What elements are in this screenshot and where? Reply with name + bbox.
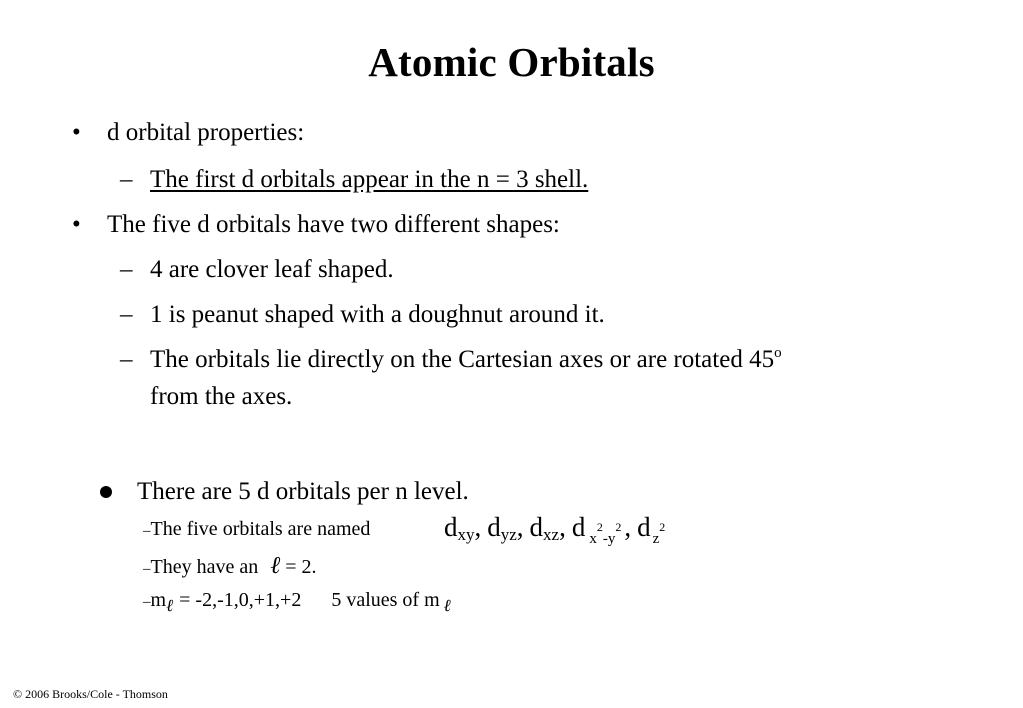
d-symbol: d [529, 512, 544, 542]
axes-text: The orbitals lie directly on the Cartesian axes or are rotated 45 [150, 346, 775, 373]
ell-subscript: ℓ [443, 596, 451, 615]
sub-clover-leaf: 4 are clover leaf shaped. [150, 256, 394, 283]
degree-superscript: o [774, 345, 782, 361]
exponent-2: 2 [615, 520, 622, 534]
exponent-2: 2 [596, 520, 603, 534]
ell-value: = 2. [285, 556, 317, 578]
ell-subscript: ℓ [166, 596, 174, 615]
m-symbol: m [150, 589, 167, 611]
d-symbol: d [571, 512, 586, 542]
bullet-dot [100, 486, 112, 498]
exponent-2: 2 [659, 520, 666, 534]
bullet-d-properties: d orbital properties: [107, 119, 305, 146]
sub-peanut: 1 is peanut shaped with a doughnut around it. [150, 301, 605, 328]
have-an-label: They have an [150, 556, 259, 578]
dash-marker: – [143, 594, 151, 610]
subscript-y: -y [602, 531, 616, 547]
comma: , [624, 512, 632, 542]
subscript-x: x [589, 531, 597, 547]
comma: , [559, 512, 566, 542]
five-values-label: 5 values of m [331, 589, 440, 611]
bullet-marker: • [72, 211, 81, 238]
dash-marker: – [120, 346, 133, 373]
subscript-yz: yz [500, 525, 517, 544]
subscript-xz: xz [543, 525, 560, 544]
comma: , [474, 512, 482, 542]
copyright-footer: © 2006 Brooks/Cole - Thomson [13, 687, 168, 701]
d-symbol: d [487, 512, 501, 542]
sub-first-d-orbitals: The first d orbitals appear in the n = 3 shell. [150, 166, 589, 193]
subscript-xy: xy [457, 525, 475, 544]
bullet-five-shapes: The five d orbitals have two different shapes: [107, 211, 560, 238]
dash-marker: – [143, 523, 151, 539]
slide-title: Atomic Orbitals [368, 39, 655, 85]
ell-value-line [143, 553, 317, 580]
ml-values-line [143, 589, 451, 615]
ml-values: = -2,-1,0,+1,+2 [179, 589, 302, 611]
sub-axes-line-1 [150, 346, 782, 374]
orbital-list [444, 512, 666, 547]
ell-symbol: ℓ [270, 553, 281, 579]
sub-axes-line-2: from the axes. [150, 383, 293, 410]
d-symbol: d [444, 512, 458, 542]
dash-marker: – [120, 166, 133, 193]
dash-marker: – [143, 561, 151, 577]
d-symbol: d [637, 512, 651, 542]
bullet-marker: • [72, 119, 81, 146]
five-d-orbitals-per-level: There are 5 d orbitals per n level. [137, 478, 469, 505]
dash-marker: – [120, 256, 133, 283]
comma: , [516, 512, 524, 542]
dash-marker: – [120, 301, 133, 328]
subscript-z: z [652, 531, 660, 547]
orbitals-named-line [143, 518, 370, 541]
orbitals-named-label: The five orbitals are named [150, 518, 371, 540]
